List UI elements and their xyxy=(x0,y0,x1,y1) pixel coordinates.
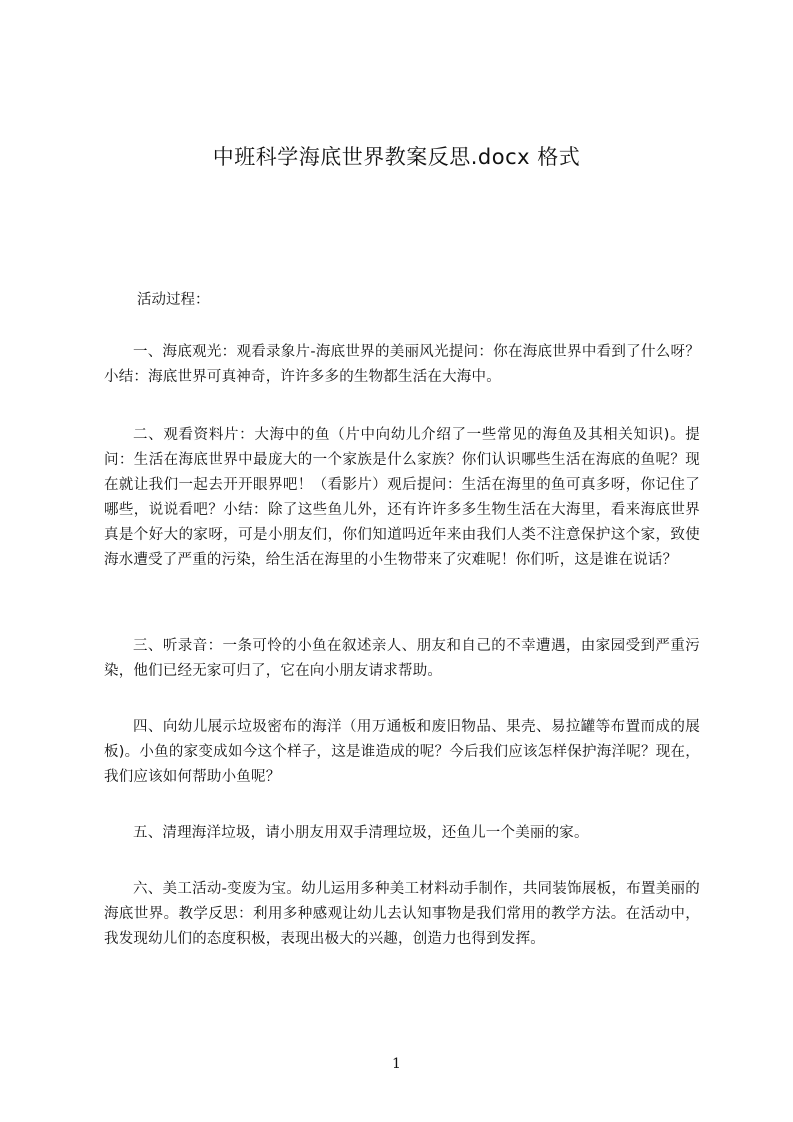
paragraph-3: 三、听录音：一条可怜的小鱼在叙述亲人、朋友和自己的不幸遭遇，由家园受到严重污染，他们已经无家可归了，它在向小朋友请求帮助。 xyxy=(104,638,700,679)
section-label: 活动过程： xyxy=(137,292,210,308)
page-number: 1 xyxy=(392,1056,401,1072)
paragraph-4: 四、向幼儿展示垃圾密布的海洋（用万通板和废旧物品、果壳、易拉罐等布置而成的展板)。小鱼的家变成如今这个样子，这是谁造成的呢？今后我们应该怎样保护海洋呢？现在，我们应该如何帮助小鱼呢？ xyxy=(104,719,700,785)
document-title: 中班科学海底世界教案反思.docx 格式 xyxy=(212,145,581,169)
paragraph-6: 六、美工活动-变废为宝。幼儿运用多种美工材料动手制作，共同装饰展板，布置美丽的海底世界。教学反思：利用多种感观让幼儿去认知事物是我们常用的教学方法。在活动中，我发现幼儿们的态度积极，表现出极大的兴趣，创造力也得到发挥。 xyxy=(104,881,700,947)
paragraph-1: 一、海底观光：观看录象片-海底世界的美丽风光提问：你在海底世界中看到了什么呀？小结：海底世界可真神奇，许许多多的生物都生活在大海中。 xyxy=(104,344,700,385)
paragraph-2: 二、观看资料片：大海中的鱼（片中向幼儿介绍了一些常见的海鱼及其相关知识)。提问：生活在海底世界中最庞大的一个家族是什么家族？你们认识哪些生活在海底的鱼呢？现在就让我们一起去开开眼界吧！（看影片）观后提问：生活在海里的鱼可真多呀，你记住了哪些，说说看吧？小结：除了这些鱼儿外，还有许许多多生物生活在大海里，看来海底世界真是个好大的家呀，可是小朋友们，你们知道吗近年来由我们人类不注意保护这个家，致使海水遭受了严重的污染，给生活在海里的小生物带来了灾难呢！你们听，这是谁在说话？ xyxy=(104,427,700,568)
paragraph-5: 五、清理海洋垃圾，请小朋友用双手清理垃圾，还鱼儿一个美丽的家。 xyxy=(133,825,589,841)
